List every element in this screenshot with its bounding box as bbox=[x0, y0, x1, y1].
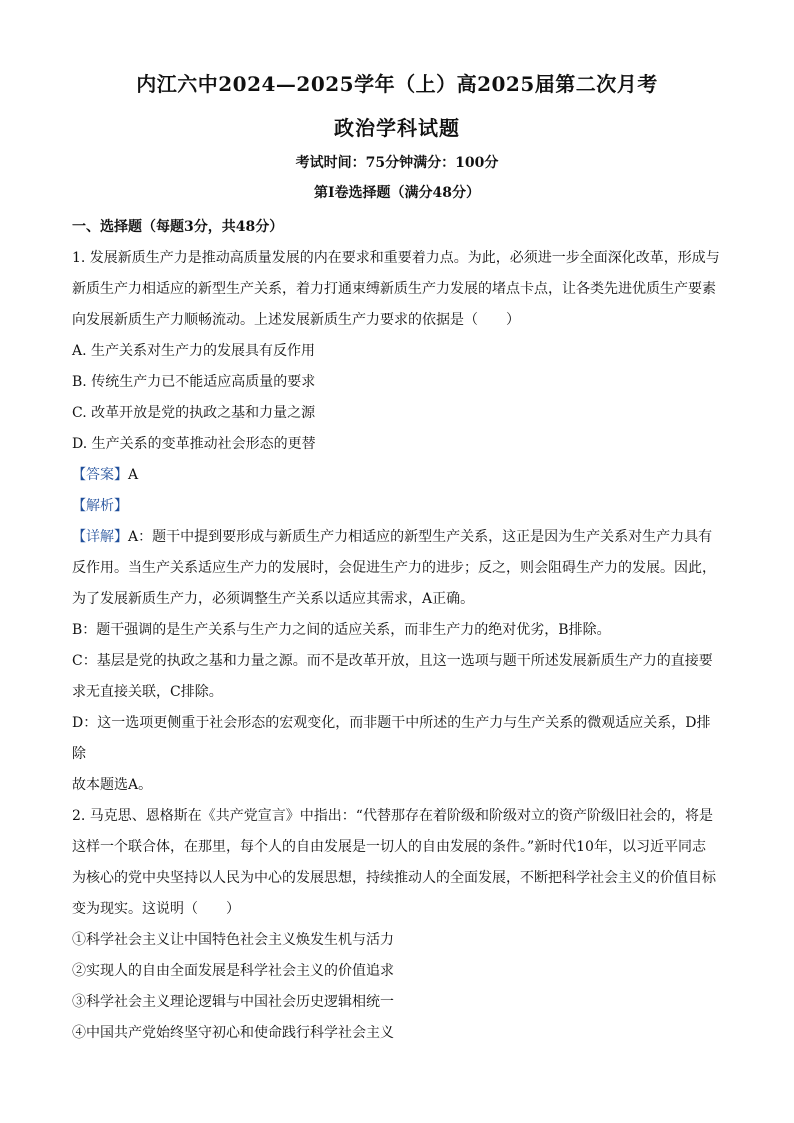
q1-option-d: D. 生产关系的变革推动社会形态的更替 bbox=[72, 436, 316, 452]
answer-value: A bbox=[128, 467, 139, 483]
q2-stem-line: 为核心的党中央坚持以人民为中心的发展思想，持续推动人的全面发展，不断把科学社会主义的价值目标 bbox=[72, 870, 716, 886]
q1-detail-line: 【详解】A：题干中提到要形成与新质生产力相适应的新型生产关系，这正是因为生产关系对生产力具有 bbox=[72, 529, 713, 545]
question-2 bbox=[72, 801, 722, 1049]
q1-option-c: C. 改革开放是党的执政之基和力量之源 bbox=[72, 405, 316, 421]
q1-detail-c: 求无直接关联，C排除。 bbox=[72, 684, 223, 700]
q1-analysis bbox=[72, 491, 722, 522]
analysis-tag: 【解析】 bbox=[72, 498, 128, 514]
q1-option-a: A. 生产关系对生产力的发展具有反作用 bbox=[72, 343, 316, 359]
question-1 bbox=[72, 243, 722, 801]
q1-detail-line: 为了发展新质生产力，必须调整生产关系以适应其需求，A正确。 bbox=[72, 591, 475, 607]
q2-item-4: ④中国共产党始终坚守初心和使命践行科学社会主义 bbox=[72, 1025, 394, 1041]
answer-tag: 【答案】 bbox=[72, 467, 128, 483]
q1-stem-line: 1. 发展新质生产力是推动高质量发展的内在要求和重要着力点。为此，必须进一步全面深化改革，形成与 bbox=[72, 250, 720, 266]
exam-title: 内江六中2024—2025学年（上）高2025届第二次月考 bbox=[136, 72, 658, 96]
q1-option-b: B. 传统生产力已不能适应高质量的要求 bbox=[72, 374, 316, 390]
exam-subtitle: 政治学科试题 bbox=[334, 116, 460, 140]
q1-detail-d: D：这一选项更侧重于社会形态的宏观变化，而非题干中所述的生产力与生产关系的微观适应关系，D排除 bbox=[72, 715, 711, 762]
section-heading: 一、选择题（每题3分，共48分） bbox=[72, 219, 284, 235]
q2-item-2: ②实现人的自由全面发展是科学社会主义的价值追求 bbox=[72, 963, 394, 979]
q2-stem-line: 这样一个联合体，在那里，每个人的自由发展是一切人的自由发展的条件。”新时代10年，以习近平同志 bbox=[72, 839, 706, 855]
question-content bbox=[72, 212, 722, 1049]
exam-info: 考试时间：75分钟满分：100分 bbox=[295, 155, 499, 171]
detail-tag: 【详解】 bbox=[72, 529, 128, 545]
q2-item-3: ③科学社会主义理论逻辑与中国社会历史逻辑相统一 bbox=[72, 994, 394, 1010]
q1-stem-line: 新质生产力相适应的新型生产关系，着力打通束缚新质生产力发展的堵点卡点，让各类先进优质生产要素 bbox=[72, 281, 716, 297]
q1-conclusion: 故本题选A。 bbox=[72, 777, 153, 793]
part-heading: 第Ⅰ卷选择题（满分48分） bbox=[313, 185, 481, 201]
q1-detail-c: C：基层是党的执政之基和力量之源。而不是改革开放，且这一选项与题干所述发展新质生产力的直接要 bbox=[72, 653, 713, 669]
q2-item-1: ①科学社会主义让中国特色社会主义焕发生机与活力 bbox=[72, 932, 394, 948]
q1-stem-line: 向发展新质生产力顺畅流动。上述发展新质生产力要求的依据是（ ） bbox=[72, 312, 520, 328]
q1-answer bbox=[72, 460, 722, 491]
q1-detail-line: 反作用。当生产关系适应生产力的发展时，会促进生产力的进步；反之，则会阻碍生产力的发展。因此， bbox=[72, 560, 716, 576]
q2-stem-line: 2. 马克思、恩格斯在《共产党宣言》中指出：“代替那存在着阶级和阶级对立的资产阶级旧社会的，将是 bbox=[72, 808, 713, 824]
q2-stem-line: 变为现实。这说明（ ） bbox=[72, 901, 240, 917]
q1-detail-b: B：题干强调的是生产关系与生产力之间的适应关系，而非生产力的绝对优劣，B排除。 bbox=[72, 622, 611, 638]
